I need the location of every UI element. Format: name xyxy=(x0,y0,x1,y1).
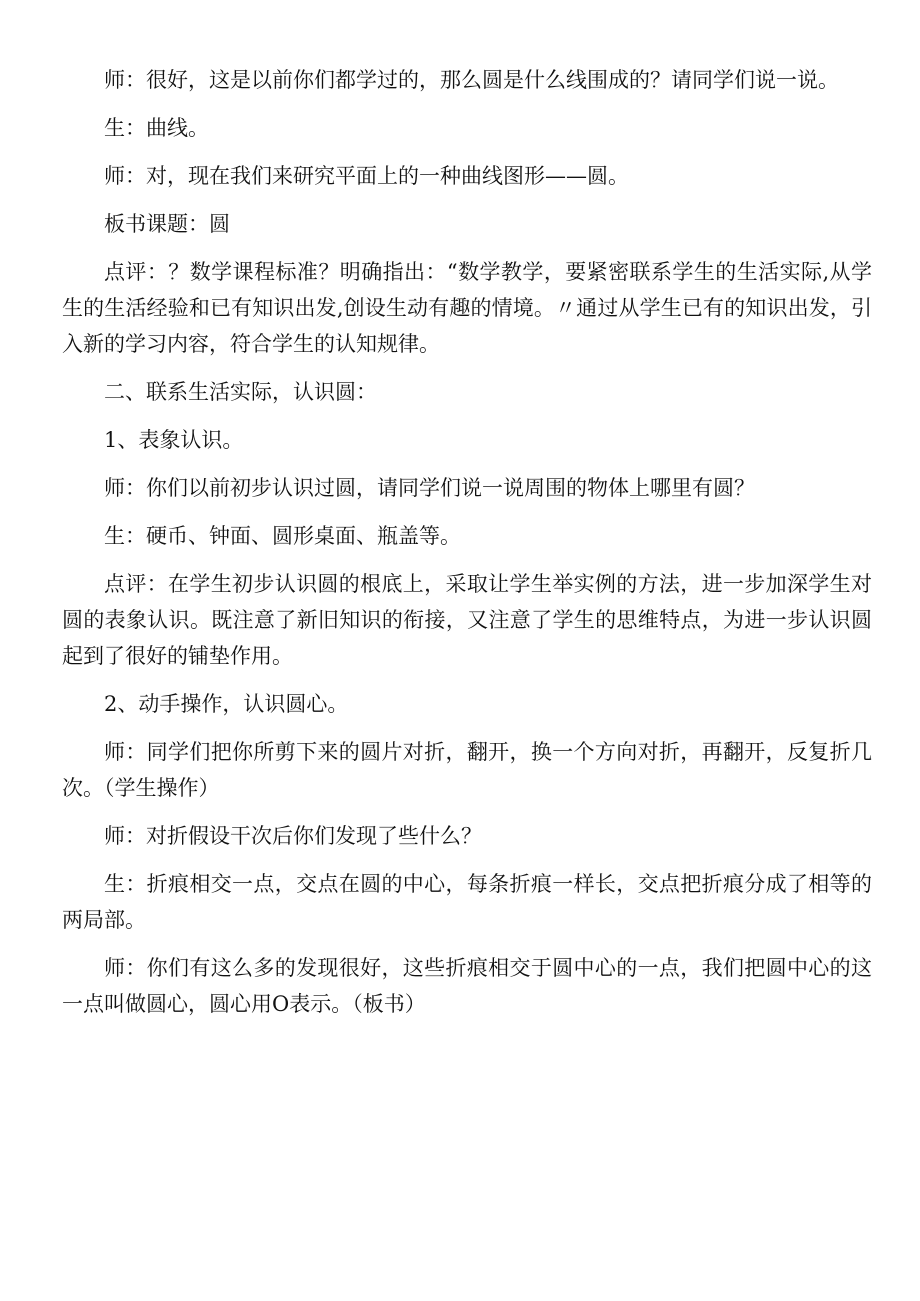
subheading-1: 1、表象认识。 xyxy=(104,428,244,452)
paragraph-teacher-examples: 师：你们以前初步认识过圆，请同学们说一说周围的物体上哪里有圆？ xyxy=(104,476,755,500)
section-heading-2: 二、联系生活实际，认识圆： xyxy=(104,380,377,404)
paragraph-teacher-center-definition: 师：你们有这么多的发现很好，这些折痕相交于圆中心的一点，我们把圆中心的这一点叫做圆心，圆心用O表示。（板书） xyxy=(62,956,872,1016)
subheading-2: 2、动手操作，认识圆心。 xyxy=(104,692,349,716)
paragraph-board-title: 板书课题：圆 xyxy=(104,212,230,236)
paragraph-comment-curriculum: 点评：？数学课程标准？明确指出：“数学教学，要紧密联系学生的生活实际,从学生的生活经验和已有知识出发,创设生动有趣的情境。〃通过从学生已有的知识出发，引入新的学习内容，符合学生的认知规律。 xyxy=(62,260,872,356)
paragraph-teacher-introduce-circle: 师：对，现在我们来研究平面上的一种曲线图形——圆。 xyxy=(104,164,629,188)
paragraph-student-answer-curve: 生：曲线。 xyxy=(104,116,209,140)
paragraph-teacher-discovery-question: 师：对折假设干次后你们发现了些什么？ xyxy=(104,824,482,848)
paragraph-teacher-question: 师：很好，这是以前你们都学过的，那么圆是什么线围成的？请同学们说一说。 xyxy=(104,68,839,92)
paragraph-teacher-folding: 师：同学们把你所剪下来的圆片对折，翻开，换一个方向对折，再翻开，反复折几次。（学生操作） xyxy=(62,740,872,800)
paragraph-student-examples: 生：硬币、钟面、圆形桌面、瓶盖等。 xyxy=(104,524,461,548)
paragraph-comment-examples: 点评：在学生初步认识圆的根底上，采取让学生举实例的方法，进一步加深学生对圆的表象认识。既注意了新旧知识的衔接，又注意了学生的思维特点，为进一步认识圆起到了很好的铺垫作用。 xyxy=(62,572,872,668)
document-page xyxy=(62,62,872,1034)
paragraph-student-discovery: 生：折痕相交一点，交点在圆的中心，每条折痕一样长，交点把折痕分成了相等的两局部。 xyxy=(62,872,872,932)
